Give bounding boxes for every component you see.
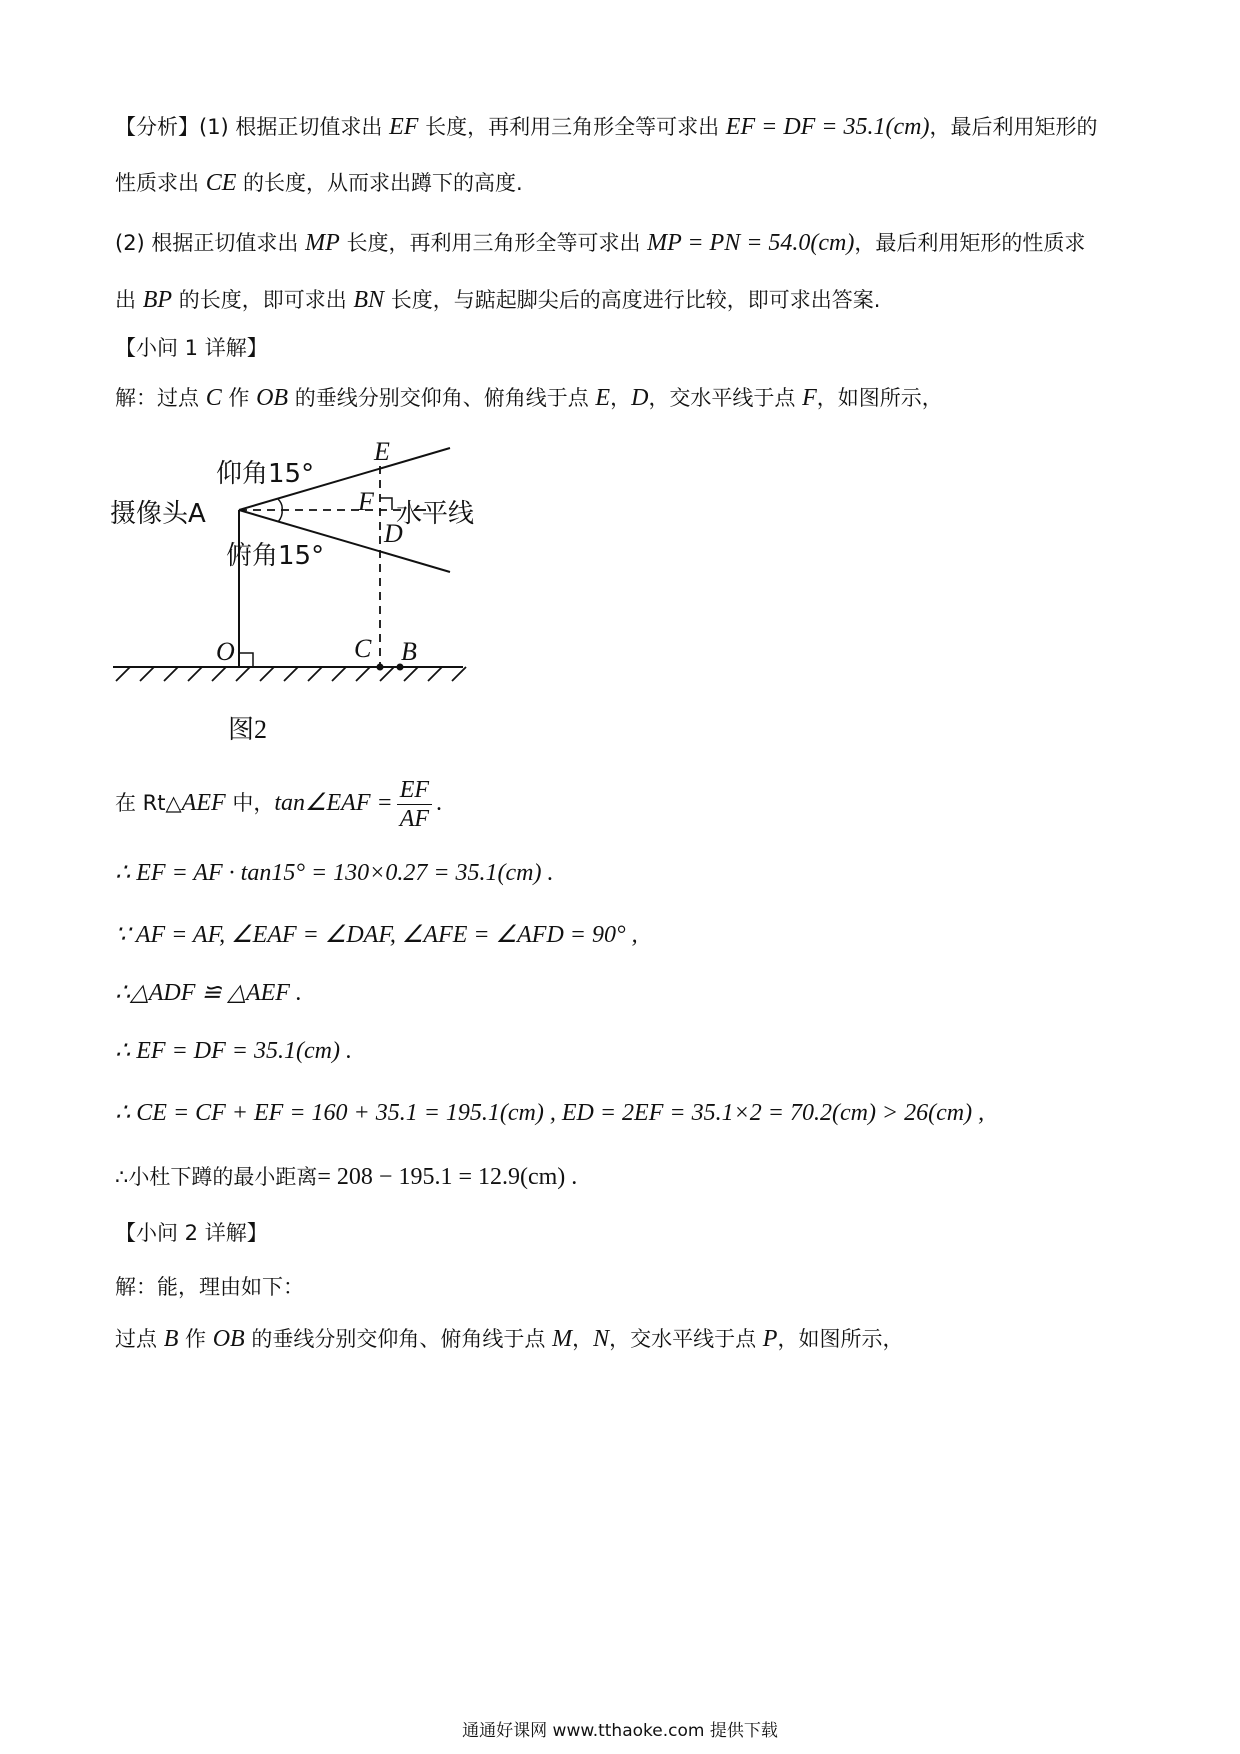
text: 长度，与踮起脚尖后的高度进行比较，即可求出答案.: [384, 288, 881, 312]
analysis-line-4: [115, 285, 880, 315]
text: 长度，再利用三角形全等可求出: [339, 231, 648, 255]
geometry-figure: [108, 430, 488, 750]
elevation-label: 仰角15°: [216, 459, 315, 489]
math: D: [631, 385, 649, 411]
right-angle-O: [239, 653, 253, 667]
text: 解：过点: [115, 386, 206, 410]
math: C: [205, 385, 222, 411]
q2-heading: 【小问 2 详解】: [115, 1221, 268, 1245]
analysis-line-2: [115, 168, 523, 198]
math: EF = DF = 35.1(cm): [725, 114, 930, 140]
footer: 通通好课网 www.tthaoke.com 提供下载: [462, 1721, 778, 1741]
text: 【分析】(1) 根据正切值求出: [115, 115, 390, 139]
text: 作: [221, 386, 257, 410]
math: MP: [305, 230, 340, 256]
math: F: [802, 385, 817, 411]
camera-label: 摄像头A: [110, 499, 206, 529]
text: ∴小杜下蹲的最小距离: [115, 1165, 318, 1189]
text: 的垂线分别交仰角、俯角线于点: [288, 386, 596, 410]
text: 中，: [225, 791, 275, 815]
elevation-angle-arc: [278, 499, 282, 510]
math: B: [163, 1326, 179, 1352]
text: 出: [115, 288, 143, 312]
text: 在 Rt△: [115, 791, 182, 815]
text: ，最后利用矩形的性质求: [854, 231, 1086, 255]
text: .: [436, 790, 443, 816]
point-C: [377, 664, 384, 671]
text: 性质求出: [115, 171, 206, 195]
math: E: [595, 385, 611, 411]
text: ，最后利用矩形的: [929, 115, 1098, 139]
label-D: D: [384, 519, 403, 548]
math: CE: [205, 170, 237, 196]
q1-step-1: [115, 776, 442, 833]
text: ，如图所示，: [777, 1327, 904, 1351]
q1-step-5: ∴ EF = DF = 35.1(cm) .: [115, 1038, 352, 1064]
label-C: C: [354, 634, 372, 663]
math: = 208 − 195.1 = 12.9(cm) .: [317, 1164, 578, 1190]
q1-step-3: ∵ AF = AF, ∠EAF = ∠DAF, ∠AFE = ∠AFD = 90° ,: [115, 922, 638, 948]
text: 的垂线分别交仰角、俯角线于点: [244, 1327, 553, 1351]
math: BN: [353, 287, 385, 313]
depression-label: 俯角15°: [226, 541, 325, 571]
text: 的长度，即可求出: [172, 288, 354, 312]
text: (2) 根据正切值求出: [115, 231, 306, 255]
math: BP: [142, 287, 173, 313]
math: EF: [389, 114, 419, 140]
label-F: F: [358, 487, 374, 516]
q1-heading: 【小问 1 详解】: [115, 336, 268, 360]
depression-angle-arc: [278, 510, 282, 522]
text: ，: [610, 386, 632, 410]
figure-caption: 图2: [228, 715, 268, 744]
analysis-line-1: [115, 112, 1097, 142]
q1-step-7: [115, 1162, 577, 1192]
right-angle-F: [380, 498, 392, 510]
math: N: [593, 1326, 610, 1352]
text: 过点: [115, 1327, 164, 1351]
math: M: [552, 1326, 573, 1352]
math: AEF: [181, 790, 226, 816]
q1-intro: [115, 383, 943, 413]
text: 的长度，从而求出蹲下的高度.: [236, 171, 523, 195]
ground-hatching: [116, 667, 466, 681]
q1-step-2: ∴ EF = AF · tan15° = 130×0.27 = 35.1(cm) .: [115, 860, 554, 886]
math: OB: [212, 1326, 245, 1352]
numerator: EF: [397, 776, 432, 805]
q1-step-6: ∴ CE = CF + EF = 160 + 35.1 = 195.1(cm) , ED = 2EF = 35.1×2 = 70.2(cm) > 26(cm) ,: [115, 1100, 985, 1126]
text: 作: [178, 1327, 213, 1351]
denominator: AF: [399, 806, 430, 832]
math: P: [762, 1326, 778, 1352]
text: 长度，再利用三角形全等可求出: [418, 115, 726, 139]
label-E: E: [374, 437, 390, 466]
math: MP = PN = 54.0(cm): [647, 230, 855, 256]
horizontal-label: 水平线: [396, 499, 475, 529]
q2-intro: [115, 1324, 903, 1354]
text: ，交水平线于点: [609, 1327, 763, 1351]
analysis-line-3: [115, 228, 1085, 258]
math: tan∠EAF =: [274, 790, 393, 816]
label-B: B: [401, 637, 417, 666]
text: ，: [572, 1327, 594, 1351]
q2-answer: 解：能，理由如下：: [115, 1275, 304, 1299]
label-O: O: [216, 637, 235, 666]
q1-step-4: ∴△ADF ≌ △AEF .: [115, 980, 302, 1006]
text: ，交水平线于点: [648, 386, 803, 410]
fraction: [397, 776, 432, 833]
math: OB: [256, 385, 289, 411]
text: ，如图所示，: [816, 386, 943, 410]
